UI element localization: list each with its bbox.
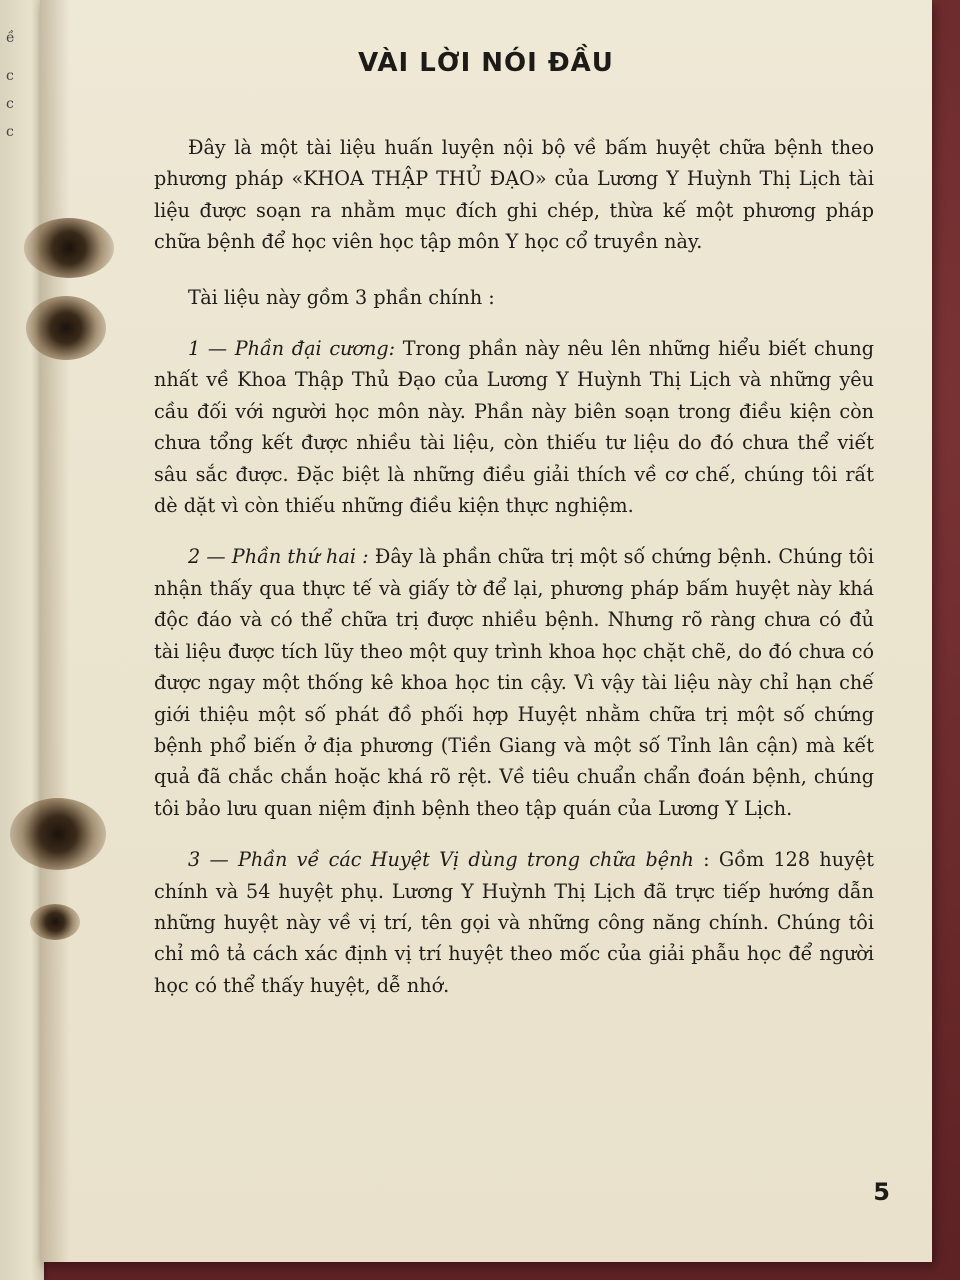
section-text: Trong phần này nêu lên những hiểu biết chung nhất về Khoa Thập Thủ Đạo của Lương Y Huỳnh Thị Lịch và những yêu cầu đối với người học môn này. Phần này biên soạn trong điều kiện còn chưa tổng kết được nhiều tài liệu, còn thiếu tư liệu do đó chưa thể viết sâu sắc được. Đặc biệt là những điều giải thích về cơ chế, chúng tôi rất dè dặt vì còn thiếu những điều kiện thực nghiệm. bbox=[154, 337, 874, 518]
burn-mark bbox=[26, 296, 106, 360]
page-title: VÀI LỜI NÓI ĐẦU bbox=[358, 48, 614, 78]
lead-paragraph: Tài liệu này gồm 3 phần chính : bbox=[188, 285, 495, 309]
page-number: 5 bbox=[873, 1178, 890, 1206]
section-title: 3 — Phần về các Huyệt Vị dùng trong chữa bệnh bbox=[188, 848, 694, 872]
section-paragraph bbox=[154, 333, 874, 521]
book-page bbox=[40, 0, 932, 1262]
burn-mark bbox=[24, 218, 114, 278]
burn-mark bbox=[30, 904, 80, 940]
gutter-shadow bbox=[40, 0, 70, 1262]
prev-page-mark: c bbox=[6, 68, 14, 84]
section-paragraph bbox=[154, 844, 874, 1001]
prev-page-mark: c bbox=[6, 96, 14, 112]
section-text: : Gồm 128 huyệt chính và 54 huyệt phụ. Lương Y Huỳnh Thị Lịch đã trực tiếp hướng dẫn những huyệt này về vị trí, tên gọi và những công năng chính. Chúng tôi chỉ mô tả cách xác định vị trí huyệt theo mốc của giải phẫu học để người học có thể thấy huyệt, dễ nhớ. bbox=[154, 848, 874, 997]
prev-page-mark: c bbox=[6, 124, 14, 140]
body-text bbox=[154, 132, 874, 1021]
previous-page-edge bbox=[0, 0, 44, 1280]
section-paragraph bbox=[154, 541, 874, 824]
section-text: Đây là phần chữa trị một số chứng bệnh. Chúng tôi nhận thấy qua thực tế và giấy tờ để lại, phương pháp bấm huyệt này khá độc đáo và có thể chữa trị được nhiều bệnh. Nhưng rõ ràng chưa có đủ tài liệu được tích lũy theo một quy trình khoa học chặt chẽ, do đó chưa có được ngay một thống kê khoa học tin cậy. Vì vậy tài liệu này chỉ hạn chế giới thiệu một số phát đồ phối hợp Huyệt nhằm chữa trị một số chứng bệnh phổ biến ở địa phương (Tiền Giang và một số Tỉnh lân cận) mà kết quả đã chắc chắn hoặc khá rõ rệt. Về tiêu chuẩn chẩn đoán bệnh, chúng tôi bảo lưu quan niệm định bệnh theo tập quán của Lương Y Lịch. bbox=[154, 545, 874, 820]
section-title: 1 — Phần đại cương: bbox=[188, 337, 396, 361]
intro-paragraph: Đây là một tài liệu huấn luyện nội bộ về bấm huyệt chữa bệnh theo phương pháp «KHOA THẬP THỦ ĐẠO» của Lương Y Huỳnh Thị Lịch tài liệu được soạn ra nhằm mục đích ghi chép, thừa kế một phương pháp chữa bệnh để học viên học tập môn Y học cổ truyền này. bbox=[154, 136, 874, 254]
prev-page-mark: ề bbox=[6, 30, 15, 46]
burn-mark bbox=[10, 798, 106, 870]
section-title: 2 — Phần thứ hai : bbox=[188, 545, 369, 569]
